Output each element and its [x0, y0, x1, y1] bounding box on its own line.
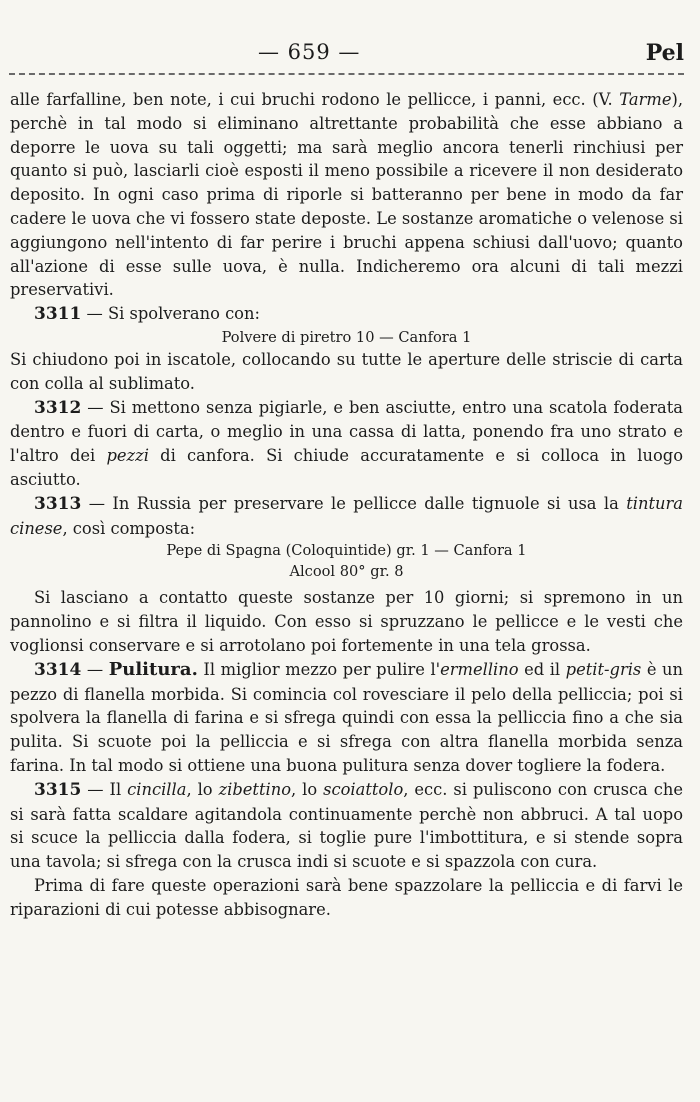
entry-3312: 3312 — Si mettono senza pigiarle, e ben asciutte, entro una scatola foderata dentro e fuori di carta, o meglio in una cassa di latta, ponendo fra uno strato e l'altro dei pezzi di canfora. Si chiude accuratamente e si colloca in luogo asciutto.: [10, 397, 683, 489]
entry-3314: 3314 — Pulitura. Il miglior mezzo per pulire l'ermellino ed il petit-gris è un pezzo di flanella morbida. Si comincia col rovesciare il pelo della pelliccia; poi si spolvera la flanella di farina e si sfrega quindi con essa la pelliccia fino a che sia pulita. Si scuote poi la pelliccia e si sfrega con altra flanella morbida senza farina. In tal modo si ottiene una buona pulitura senza dover togliere la fodera.: [10, 658, 683, 775]
entry-3315-closing: Prima di fare queste operazioni sarà bene spazzolare la pelliccia e di farvi le riparazioni di cui potesse abbisognare.: [10, 875, 683, 919]
entry-number: 3315: [34, 779, 82, 800]
entry-number: 3313: [34, 493, 82, 514]
page-number: — 659 —: [258, 40, 361, 64]
entry-3311-text: Si chiudono poi in iscatole, collocando su tutte le aperture delle striscie di carta con colla al sublimato.: [10, 349, 683, 393]
entry-3315: 3315 — Il cincilla, lo zibettino, lo scoiattolo, ecc. si puliscono con crusca che si sarà fatta scaldare agitandola continuamente perchè non abbruci. A tal uopo si scuce la pelliccia dalla fodera, si toglie pure l'imbottitura, e si stende sopra una tavola; si sfrega con la crusca indi si scuote e si spazzola con cura.: [10, 779, 683, 872]
header-rule: [9, 73, 684, 75]
paragraph-continuation: alle farfalline, ben note, i cui bruchi rodono le pellicce, i panni, ecc. (V. Tarme), perchè in tal modo si eliminano altrettante probabilità che esse abbiano a deporre le uova su tali oggetti; ma sarà meglio ancora tenerli rinchiusi per quanto si può, lasciarli cioè esposti il meno possibile a ricevere il non desiderato deposito. In ogni caso prima di riporle si batteranno per bene in modo da far cadere le uova che vi fossero state deposte. Le sostanze aromatiche o velenose si aggiungono nell'intento di far perire i bruchi appena schiusi dall'uovo; quanto all'azione di esse sulle uova, è nulla. Indicheremo ora alcuni di tali mezzi preservativi.: [10, 90, 683, 300]
running-head: [0, 40, 700, 70]
formula-3313-line2: Alcool 80° gr. 8: [289, 563, 404, 581]
entry-number: 3312: [34, 397, 82, 418]
section-tag: Pel: [645, 40, 684, 66]
formula-3311: Polvere di piretro 10 — Canfora 1: [221, 328, 472, 346]
entry-3311: 3311 — Si spolverano con:: [34, 304, 260, 325]
entry-3313: 3313 — In Russia per preservare le pellicce dalle tignuole si usa la tintura cinese, così composta:: [10, 493, 683, 538]
entry-number: 3314: [34, 659, 82, 680]
page-body: [10, 88, 683, 922]
entry-3313-text: Si lasciano a contatto queste sostanze per 10 giorni; si spremono in un pannolino e si filtra il liquido. Con esso si spruzzano le pellicce e le vesti che voglionsi conservare e si arrotolano poi fortemente in una tela grossa.: [10, 588, 683, 655]
formula-3313-line1: Pepe di Spagna (Coloquintide) gr. 1 — Canfora 1: [166, 542, 527, 560]
entry-number: 3311: [34, 304, 82, 325]
entry-title: Pulitura.: [108, 658, 198, 680]
